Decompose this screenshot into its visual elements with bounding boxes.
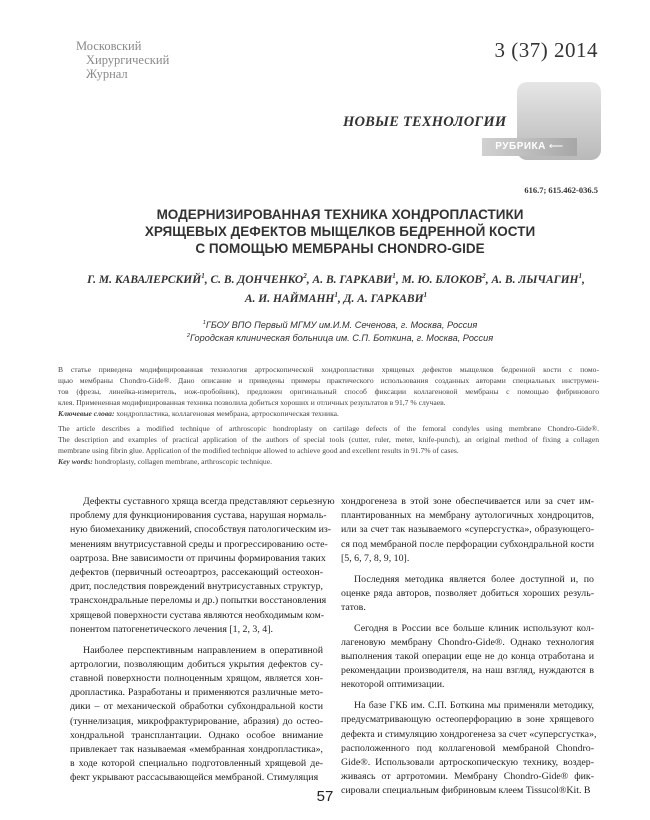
body-line: фект укрывают рассасывающейся мембраной. Стимуляция [70, 772, 319, 784]
affil-mark: 2 [186, 332, 191, 339]
author-separator: , [204, 274, 211, 286]
body-line: На базе ГКБ им. С.П. Боткина мы применяли методику, [354, 700, 594, 712]
body-line: трансхондральные переломы и др.) попытки восстановления [70, 595, 327, 607]
author-separator: , [395, 274, 402, 286]
body-line: привлекает так называемая «мембранная хондропластика», [70, 743, 323, 755]
author-name: Д. А. ГАРКАВИ [343, 293, 424, 305]
rubric-label: РУБРИКА [495, 141, 546, 152]
abstract-line: тов (фрезы, линейка-измеритель, нож-пробойник), предложен оригинальный способ фиксации коллагеновой мембраны с помощью фибринового [58, 387, 599, 396]
abstract-line: The description and examples of practical application of the authors of special tools (cutter, ruler, meter, knife-punch), an original method of fixing a collagen [58, 435, 599, 444]
body-line: дрит, последствия повреждений внутрисуставных структур, [70, 581, 323, 593]
author-name: А. В. ГАРКАВИ [312, 274, 393, 286]
author-name: С. В. ДОНЧЕНКО [210, 274, 304, 286]
body-line: понентом патогенетического лечения [1, 2, 3, 4]. [70, 623, 273, 635]
author-name: М. Ю. БЛОКОВ [401, 274, 483, 286]
body-line: сировали специальным фибриновым клеем Tissucol®Kit. В [341, 785, 591, 797]
abstract-line: В статье приведена модифицированная технология артроскопической хондропластики хрящевых дефектов мыщелков бедренной кости с помо- [58, 365, 599, 374]
body-line: оартроза. Вне зависимости от причины формирования таких [70, 552, 326, 564]
affiliation [80, 332, 600, 345]
body-paragraph [341, 495, 594, 566]
affil-text: Городская клиническая больница им. С.П. Боткина, г. Москва, Россия [190, 333, 494, 343]
author-name: А. И. НАЙМАНН [244, 293, 335, 305]
author-name: А. В. ЛЫЧАГИН [491, 274, 579, 286]
logo-line-1: Московский [76, 39, 142, 53]
issue-number: 3 (37) 2014 [494, 38, 598, 62]
logo-line-2: Хирургический [86, 53, 170, 67]
author-affil-mark: 1 [423, 291, 428, 300]
body-line: хондрогенеза в этой зоне обеспечивается или за счет им- [341, 496, 594, 507]
affil-mark: 1 [202, 319, 206, 326]
body-line: Наиболее перспективным направлением в оперативной [83, 644, 323, 656]
abstract-line: щью мембраны Chondro-Gide®. Дано описание и приведены примеры практического использования созданных авторами специальных инструмен- [58, 376, 599, 385]
section-title: НОВЫЕ ТЕХНОЛОГИИ [343, 114, 507, 130]
body-line: ся под мембраной после перфорации субхондральной кости [341, 538, 594, 550]
body-line: лагеновую мембрану Chondro-Gide®. Однако технология [341, 636, 594, 648]
body-line: (туннелизация, микрофрактурирование, абразия) до остео- [70, 715, 323, 727]
body-paragraph [70, 644, 323, 786]
body-line: плантированных на мембрану аутологичных хондроцитов, [341, 510, 594, 522]
body-line: или за счет так называемого «суперсгустка», образующего- [341, 524, 594, 536]
abstract-line: The article describes a modified technique of arthroscopic hondroplasty on cartilage defects of the femoral condyles using membrane Chondro-Gide®. [58, 424, 599, 433]
body-line: оценке ряда авторов, позволяет добиться хороших резуль- [341, 587, 594, 599]
body-paragraph [70, 495, 335, 637]
author-separator: , [337, 293, 344, 305]
keywords-text: hondroplasty, collagen membrane, arthroscopic technique. [92, 457, 272, 466]
abstract-ru [58, 364, 599, 419]
author-affil-mark: 2 [482, 272, 486, 281]
body-line: некоторой оптимизации. [341, 679, 445, 691]
page-number: 57 [316, 788, 334, 805]
title-line: ХРЯЩЕВЫХ ДЕФЕКТОВ МЫЩЕЛКОВ БЕДРЕННОЙ КОСТИ [144, 224, 536, 239]
author-affil-mark: 2 [303, 272, 307, 281]
body-line: артрологии, позволяющим добиться укрытия дефектов су- [70, 658, 323, 670]
body-line: дики – от механической обработки субхондральной кости [70, 701, 323, 713]
body-line: хрящевой поверхности сустава являются необходимым ком- [70, 609, 325, 621]
body-paragraph [341, 699, 597, 798]
author-affil-mark: 1 [201, 272, 205, 281]
body-column-right [341, 495, 597, 805]
abstract-line: membrane using fibrin glue. Application of the modified technique allowed to achieve good and excellent results in 91.7% of cases. [58, 446, 459, 455]
affiliation [80, 319, 600, 332]
return-arrow-icon: ⟵ [548, 141, 564, 152]
body-line: Сегодня в России все больше клиник используют кол- [354, 622, 594, 634]
keywords-text: хондропластика, коллагеновая мембрана, артроскопическая техника. [114, 409, 339, 418]
authors [58, 271, 614, 309]
body-line: живаясь от артротомии. Мембрану Chondro-Gide® фик- [341, 771, 594, 783]
title-line: С ПОМОЩЬЮ МЕМБРАНЫ CHONDRO-GIDE [195, 241, 485, 256]
keywords-en [58, 456, 599, 467]
body-line: в ходе которой специально подготовленный хрящевой де- [70, 758, 323, 770]
body-line: дефекта и стимуляцию хондрогенеза за счет «суперсгустка», [341, 728, 597, 740]
article-title [80, 206, 600, 257]
author-affil-mark: 1 [392, 272, 396, 281]
body-line: менениям внутрисуставной среды и прогрессированию осте- [70, 538, 328, 550]
body-line: дефектов (первичный остеоартроз, рассекающий остеохон- [70, 567, 323, 579]
title-line: МОДЕРНИЗИРОВАННАЯ ТЕХНИКА ХОНДРОПЛАСТИКИ [156, 207, 524, 222]
author-name: Г. М. КАВАЛЕРСКИЙ [87, 274, 202, 286]
keywords-label: Ключевые слова: [58, 409, 115, 418]
author-affil-mark: 1 [578, 272, 583, 281]
body-paragraph [341, 622, 594, 693]
body-line: Последняя методика является более доступной и, по [354, 573, 594, 585]
keywords-ru [58, 408, 599, 419]
body-line: проблему для функционирования сустава, нарушая нормаль- [70, 510, 327, 522]
body-paragraph [341, 573, 594, 616]
body-line: рекомендации производителя, на наш взгляд, нуждаются в [341, 665, 594, 677]
body-line: [5, 6, 7, 8, 9, 10]. [341, 552, 410, 564]
author-line [58, 290, 614, 309]
body-line: Дефекты суставного хряща всегда представляют серьезную [83, 496, 335, 507]
abstract-line: клея. Примененная модифицированная техника позволила добиться хороших и отличных результатов в 91,7 % случаев. [58, 398, 446, 407]
body-line: татов. [341, 601, 366, 613]
rubric-badge [482, 138, 577, 156]
body-line: дропластика. Разработаны и применяются различные мето- [70, 687, 323, 699]
udc-code: 616.7; 615.462-036.5 [524, 185, 598, 195]
body-line: Gide®. Использовали артроскопическую технику, воздер- [341, 756, 594, 768]
body-line: выполнения такой операции еще не до конца отработана и [341, 651, 594, 663]
author-separator: , [306, 274, 313, 286]
logo-line-3: Журнал [86, 67, 128, 81]
keywords-label: Key words: [58, 457, 93, 466]
author-separator: , [485, 274, 492, 286]
body-line: ставной поверхности полноценным хрящом, является хон- [70, 672, 323, 684]
body-line: хондральной трансплантации. Однако особое внимание [70, 729, 323, 741]
abstract-en [58, 423, 599, 467]
author-line [58, 271, 614, 290]
author-separator: , [582, 274, 585, 286]
body-line: предусматривающую остеоперфорацию в зоне хрящевого [341, 714, 594, 726]
affil-text: ГБОУ ВПО Первый МГМУ им.И.М. Сеченова, г. Москва, Россия [205, 320, 478, 330]
body-line: расположенного под коллагеновой мембраной Chondro- [341, 742, 594, 754]
affiliations [80, 319, 600, 345]
body-line: ную биомеханику движений, способствуя патологическим из- [70, 524, 332, 536]
journal-logo [76, 40, 186, 90]
author-affil-mark: 1 [334, 291, 338, 300]
body-column-left [70, 495, 335, 792]
